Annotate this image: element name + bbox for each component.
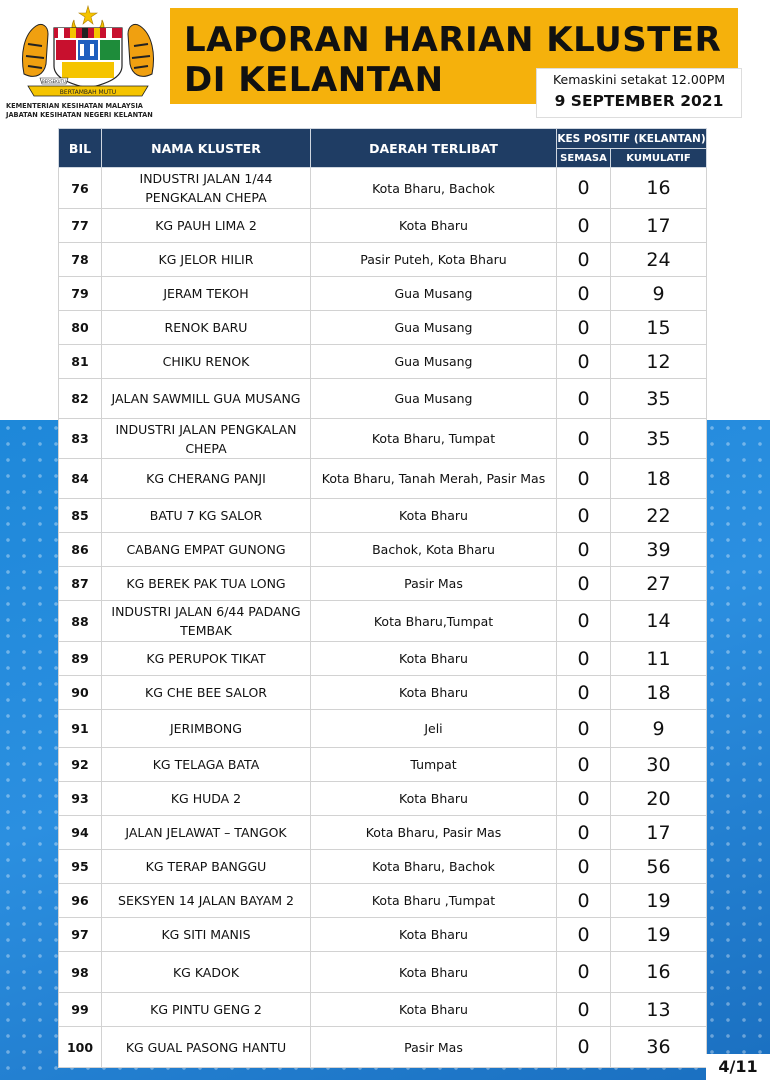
current-cases: 0 [557, 816, 611, 850]
update-date: 9 SEPTEMBER 2021 [554, 92, 724, 110]
current-cases: 0 [557, 459, 611, 499]
area-involved: Kota Bharu [311, 993, 557, 1027]
cumulative-cases: 15 [611, 311, 707, 345]
area-involved: Kota Bharu [311, 952, 557, 993]
table-row [59, 277, 707, 311]
current-cases: 0 [557, 499, 611, 533]
current-cases: 0 [557, 345, 611, 379]
cluster-name: JALAN JELAWAT – TANGOK [102, 816, 311, 850]
cluster-name: INDUSTRI JALAN 1/44 PENGKALAN CHEPA [102, 168, 311, 209]
cluster-name: KG BEREK PAK TUA LONG [102, 567, 311, 601]
current-cases: 0 [557, 567, 611, 601]
current-cases: 0 [557, 209, 611, 243]
cluster-name: JERIMBONG [102, 710, 311, 748]
current-cases: 0 [557, 533, 611, 567]
current-cases: 0 [557, 1027, 611, 1068]
table-row [59, 533, 707, 567]
cumulative-cases: 30 [611, 748, 707, 782]
area-involved: Kota Bharu [311, 209, 557, 243]
current-cases: 0 [557, 419, 611, 459]
current-cases: 0 [557, 168, 611, 209]
current-cases: 0 [557, 243, 611, 277]
cumulative-cases: 56 [611, 850, 707, 884]
cumulative-cases: 11 [611, 642, 707, 676]
cluster-name: KG TERAP BANGGU [102, 850, 311, 884]
row-number: 98 [59, 952, 102, 993]
page-number: 4/11 [706, 1054, 770, 1080]
cumulative-cases: 16 [611, 168, 707, 209]
cluster-name: KG KADOK [102, 952, 311, 993]
current-cases: 0 [557, 993, 611, 1027]
header-area: DAERAH TERLIBAT [311, 129, 557, 168]
table-row [59, 850, 707, 884]
row-number: 76 [59, 168, 102, 209]
area-involved: Gua Musang [311, 277, 557, 311]
current-cases: 0 [557, 710, 611, 748]
row-number: 91 [59, 710, 102, 748]
cumulative-cases: 20 [611, 782, 707, 816]
row-number: 97 [59, 918, 102, 952]
cumulative-cases: 19 [611, 884, 707, 918]
row-number: 88 [59, 601, 102, 642]
area-involved: Kota Bharu, Tanah Merah, Pasir Mas [311, 459, 557, 499]
table-row [59, 782, 707, 816]
cluster-name: KG CHERANG PANJI [102, 459, 311, 499]
cluster-name: KG PERUPOK TIKAT [102, 642, 311, 676]
table-row [59, 676, 707, 710]
area-involved: Bachok, Kota Bharu [311, 533, 557, 567]
table-row [59, 168, 707, 209]
cumulative-cases: 36 [611, 1027, 707, 1068]
cumulative-cases: 35 [611, 379, 707, 419]
row-number: 78 [59, 243, 102, 277]
department-name: JABATAN KESIHATAN NEGERI KELANTAN [6, 111, 153, 119]
current-cases: 0 [557, 379, 611, 419]
cluster-name: KG JELOR HILIR [102, 243, 311, 277]
cluster-name: RENOK BARU [102, 311, 311, 345]
area-involved: Jeli [311, 710, 557, 748]
header-cluster-name: NAMA KLUSTER [102, 129, 311, 168]
current-cases: 0 [557, 884, 611, 918]
header-bil: BIL [59, 129, 102, 168]
page-title-line1: LAPORAN HARIAN KLUSTER [184, 20, 722, 60]
current-cases: 0 [557, 601, 611, 642]
table-body [59, 168, 707, 1068]
cluster-name: CABANG EMPAT GUNONG [102, 533, 311, 567]
cumulative-cases: 9 [611, 710, 707, 748]
cumulative-cases: 9 [611, 277, 707, 311]
table-row [59, 499, 707, 533]
area-involved: Kota Bharu, Pasir Mas [311, 816, 557, 850]
header-cumulative: KUMULATIF [611, 149, 707, 168]
row-number: 93 [59, 782, 102, 816]
row-number: 87 [59, 567, 102, 601]
cluster-name: KG GUAL PASONG HANTU [102, 1027, 311, 1068]
table-row [59, 311, 707, 345]
cumulative-cases: 14 [611, 601, 707, 642]
cumulative-cases: 17 [611, 209, 707, 243]
area-involved: Kota Bharu,Tumpat [311, 601, 557, 642]
table-row [59, 379, 707, 419]
cluster-name: BATU 7 KG SALOR [102, 499, 311, 533]
cluster-name: JALAN SAWMILL GUA MUSANG [102, 379, 311, 419]
cumulative-cases: 22 [611, 499, 707, 533]
current-cases: 0 [557, 642, 611, 676]
row-number: 84 [59, 459, 102, 499]
cluster-name: SEKSYEN 14 JALAN BAYAM 2 [102, 884, 311, 918]
area-involved: Kota Bharu [311, 782, 557, 816]
table-row [59, 567, 707, 601]
table-row [59, 748, 707, 782]
current-cases: 0 [557, 676, 611, 710]
table-row [59, 209, 707, 243]
cumulative-cases: 19 [611, 918, 707, 952]
table-row [59, 918, 707, 952]
row-number: 100 [59, 1027, 102, 1068]
area-involved: Pasir Mas [311, 1027, 557, 1068]
row-number: 81 [59, 345, 102, 379]
row-number: 90 [59, 676, 102, 710]
row-number: 83 [59, 419, 102, 459]
current-cases: 0 [557, 952, 611, 993]
current-cases: 0 [557, 782, 611, 816]
table-row [59, 243, 707, 277]
row-number: 95 [59, 850, 102, 884]
cumulative-cases: 27 [611, 567, 707, 601]
table-row [59, 884, 707, 918]
row-number: 79 [59, 277, 102, 311]
page-title-line2: DI KELANTAN [184, 60, 444, 100]
row-number: 94 [59, 816, 102, 850]
area-involved: Kota Bharu ,Tumpat [311, 884, 557, 918]
row-number: 85 [59, 499, 102, 533]
cumulative-cases: 24 [611, 243, 707, 277]
row-number: 96 [59, 884, 102, 918]
row-number: 86 [59, 533, 102, 567]
area-involved: Gua Musang [311, 311, 557, 345]
area-involved: Pasir Mas [311, 567, 557, 601]
agency-name [6, 102, 176, 120]
cumulative-cases: 12 [611, 345, 707, 379]
cluster-name: INDUSTRI JALAN PENGKALAN CHEPA [102, 419, 311, 459]
header-positive-cases: KES POSITIF (KELANTAN) [557, 129, 707, 149]
update-label: Kemaskini setakat 12.00PM [552, 72, 726, 87]
cluster-name: KG PAUH LIMA 2 [102, 209, 311, 243]
row-number: 77 [59, 209, 102, 243]
area-involved: Kota Bharu [311, 918, 557, 952]
cumulative-cases: 13 [611, 993, 707, 1027]
row-number: 82 [59, 379, 102, 419]
current-cases: 0 [557, 311, 611, 345]
current-cases: 0 [557, 918, 611, 952]
table-row [59, 601, 707, 642]
cluster-name: INDUSTRI JALAN 6/44 PADANG TEMBAK [102, 601, 311, 642]
table-row [59, 710, 707, 748]
current-cases: 0 [557, 850, 611, 884]
row-number: 89 [59, 642, 102, 676]
row-number: 80 [59, 311, 102, 345]
cumulative-cases: 17 [611, 816, 707, 850]
area-involved: Pasir Puteh, Kota Bharu [311, 243, 557, 277]
table-row [59, 952, 707, 993]
cumulative-cases: 35 [611, 419, 707, 459]
crest-motto: BERTAMBAH MUTU [59, 89, 117, 96]
cluster-name: CHIKU RENOK [102, 345, 311, 379]
cluster-table [58, 128, 707, 1068]
cluster-name: JERAM TEKOH [102, 277, 311, 311]
cluster-name: KG PINTU GENG 2 [102, 993, 311, 1027]
header-current: SEMASA [557, 149, 611, 168]
row-number: 99 [59, 993, 102, 1027]
current-cases: 0 [557, 748, 611, 782]
area-involved: Kota Bharu, Bachok [311, 850, 557, 884]
area-involved: Kota Bharu [311, 499, 557, 533]
table-row [59, 459, 707, 499]
area-involved: Kota Bharu [311, 676, 557, 710]
malaysia-crest-icon [18, 4, 158, 100]
table-row [59, 345, 707, 379]
row-number: 92 [59, 748, 102, 782]
cumulative-cases: 18 [611, 676, 707, 710]
area-involved: Kota Bharu, Tumpat [311, 419, 557, 459]
crest-ribbon-text: BERSEKUTU [42, 79, 66, 84]
cluster-name: KG TELAGA BATA [102, 748, 311, 782]
cumulative-cases: 39 [611, 533, 707, 567]
area-involved: Gua Musang [311, 345, 557, 379]
ministry-name: KEMENTERIAN KESIHATAN MALAYSIA [6, 102, 143, 110]
update-info-box [536, 68, 742, 118]
table-row [59, 816, 707, 850]
table-row [59, 1027, 707, 1068]
cluster-name: KG HUDA 2 [102, 782, 311, 816]
area-involved: Kota Bharu [311, 642, 557, 676]
cumulative-cases: 18 [611, 459, 707, 499]
area-involved: Gua Musang [311, 379, 557, 419]
cluster-name: KG SITI MANIS [102, 918, 311, 952]
table-row [59, 993, 707, 1027]
area-involved: Tumpat [311, 748, 557, 782]
cumulative-cases: 16 [611, 952, 707, 993]
table-row [59, 642, 707, 676]
table-row [59, 419, 707, 459]
current-cases: 0 [557, 277, 611, 311]
cluster-name: KG CHE BEE SALOR [102, 676, 311, 710]
area-involved: Kota Bharu, Bachok [311, 168, 557, 209]
